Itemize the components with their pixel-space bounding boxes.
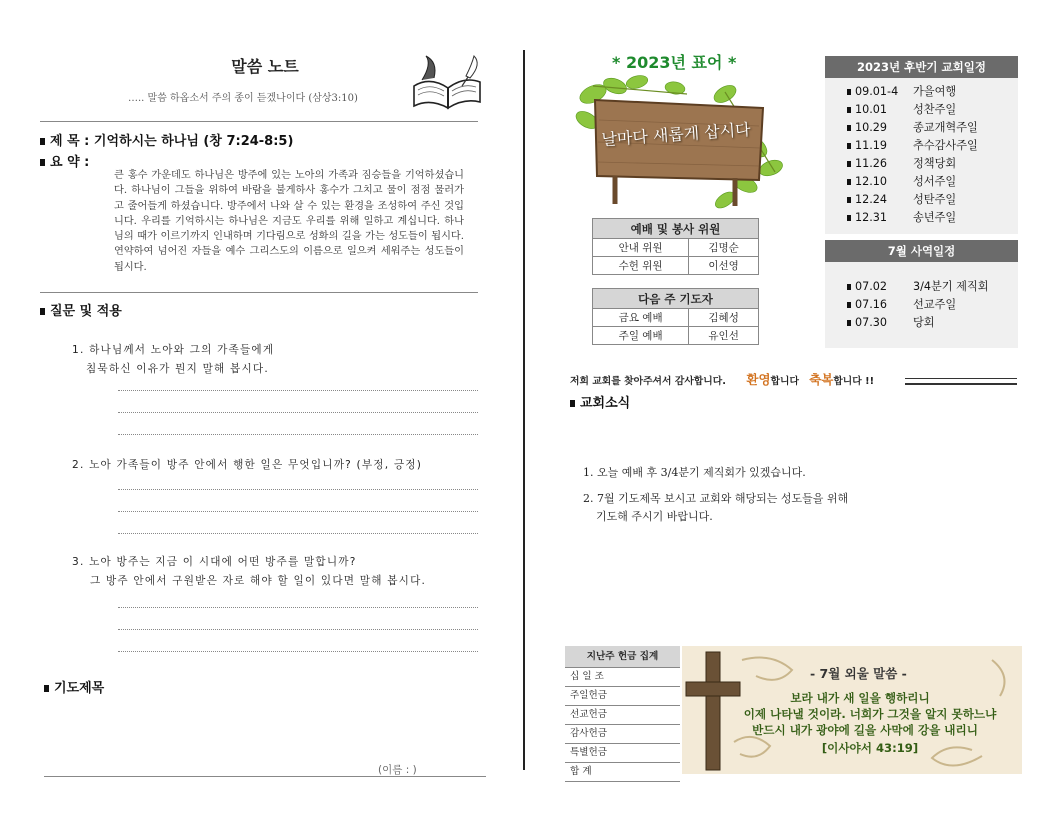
note-title: 말씀 노트 — [231, 57, 299, 76]
memory-verse-line-2: 이제 나타낼 것이라. 너희가 그것을 알지 못하느냐 — [743, 707, 997, 721]
answer-line[interactable] — [118, 651, 478, 652]
bullet-icon — [570, 400, 575, 407]
note-verse: ….. 말씀 하옵소서 주의 종이 듣겠나이다 (삼상3:10) — [128, 93, 358, 104]
bullet-icon — [847, 197, 851, 203]
memory-verse-reference: [이사야서 43:19] — [821, 741, 919, 755]
table-row: 특별헌금 — [565, 744, 680, 763]
motto-text: 날마다 새롭게 삽시다 — [600, 119, 752, 150]
bullet-icon — [847, 302, 851, 308]
prayer-label: 기도제목 — [54, 681, 105, 696]
questions-label: 질문 및 적용 — [50, 304, 122, 319]
list-item: 07.02 3/4분기 제직회 — [847, 278, 1018, 296]
summary-label: 요 약 : — [50, 155, 90, 170]
prayer-heading — [44, 677, 104, 696]
table-row: 감사헌금 — [565, 725, 680, 744]
question-2 — [72, 456, 422, 475]
service-cell: 주일 예배 — [593, 327, 689, 345]
name-label: (이름 : ) — [378, 764, 417, 776]
service-cell: 금요 예배 — [593, 309, 689, 327]
summary-divider — [40, 292, 478, 293]
july-schedule-box — [825, 240, 1018, 348]
welcome-highlight: 환영 — [746, 372, 771, 387]
list-item: 12.31 송년주일 — [847, 209, 1018, 227]
list-item: 11.19 추수감사주일 — [847, 137, 1018, 155]
subject-label: 제 목 : — [50, 134, 94, 149]
answer-line[interactable] — [118, 533, 478, 534]
bullet-icon — [847, 179, 851, 185]
sermon-summary: 큰 홍수 가운데도 하나님은 방주에 있는 노아의 가족과 짐승들을 기억하셨습니다. 하나님이 그들을 위하여 바람을 불게하사 홍수가 그치고 물이 점점 물러가고 줄어들게 하셨습니다. 방주에서 나와 살 수 있는 환경을 조성하여 주신 것입니다. 우리를 기억하시는 하나님은 지금도 우리를 위해 일하고 계십니다. 하나님의 때가 이르기까지 인내하며 기다림으로 성화의 길을 가는 성도들이 됩시다. 연약하여 넘어진 자들을 예수 그리스도의 이름으로 일으켜 세워주는 성도들이 됩시다. — [114, 170, 464, 273]
h2-schedule-header: 2023년 후반기 교회일정 — [825, 56, 1018, 78]
bullet-icon — [847, 143, 851, 149]
next-prayer-table — [592, 288, 759, 345]
person-cell: 유인선 — [689, 327, 759, 345]
worship-staff-table — [592, 218, 759, 275]
sermon-subject: 기억하시는 하나님 (창 7:24-8:5) — [93, 134, 294, 149]
bullet-icon — [40, 159, 45, 166]
list-item: 12.24 성탄주일 — [847, 191, 1018, 209]
table-row: 주일헌금 — [565, 687, 680, 706]
memory-verse-title: - 7월 외울 말씀 - — [810, 666, 907, 681]
role-cell: 안내 위원 — [593, 239, 689, 257]
bullet-icon — [847, 125, 851, 131]
question-3-line2: 그 방주 안에서 구원받은 자로 해야 할 일이 있다면 말해 봅시다. — [90, 575, 427, 587]
table-row — [593, 239, 759, 257]
answer-line[interactable] — [118, 390, 478, 391]
question-3 — [72, 553, 426, 591]
h2-schedule-box — [825, 56, 1018, 234]
offering-table — [565, 646, 680, 782]
bullet-icon — [847, 107, 851, 113]
list-item: 09.01-4 가을여행 — [847, 83, 1018, 101]
bullet-icon — [847, 161, 851, 167]
page-divider — [523, 50, 525, 770]
bullet-icon — [40, 138, 45, 145]
list-item: 07.16 선교주일 — [847, 296, 1018, 314]
answer-line[interactable] — [118, 511, 478, 512]
bullet-icon — [40, 308, 45, 315]
table-row: 합 계 — [565, 763, 680, 782]
table-row — [593, 309, 759, 327]
question-3-line1: 3. 노아 방주는 지금 이 시대에 어떤 방주를 말합니까? — [72, 556, 357, 568]
list-item: 12.10 성서주일 — [847, 173, 1018, 191]
bullet-icon — [847, 89, 851, 95]
question-1-line2: 침묵하신 이유가 뭔지 말해 봅시다. — [86, 363, 269, 375]
answer-line[interactable] — [118, 489, 478, 490]
next-prayer-header: 다음 주 기도자 — [593, 289, 759, 309]
news-item-1: 1. 오늘 예배 후 3/4분기 제직회가 있겠습니다. — [583, 466, 806, 479]
list-item: 10.29 종교개혁주일 — [847, 119, 1018, 137]
news-item-2: 2. 7월 기도제목 보시고 교회와 해당되는 성도들을 위해 — [583, 492, 849, 505]
title-divider — [40, 121, 478, 122]
welcome-divider — [905, 378, 1017, 385]
questions-heading — [40, 300, 122, 319]
table-row: 십 일 조 — [565, 668, 680, 687]
offering-header: 지난주 헌금 집계 — [565, 646, 680, 668]
role-cell: 수헌 위원 — [593, 257, 689, 275]
open-book-icon — [408, 50, 488, 112]
answer-line[interactable] — [118, 607, 478, 608]
person-cell: 이선영 — [689, 257, 759, 275]
bullet-icon — [44, 685, 49, 692]
answer-line[interactable] — [118, 629, 478, 630]
welcome-message: 저희 교회를 찾아주셔서 감사합니다. 환영합니다 축복합니다 !! — [570, 372, 875, 387]
bottom-divider — [44, 776, 486, 777]
news-heading — [570, 392, 630, 411]
motto-title: * 2023년 표어 * — [612, 53, 737, 72]
memory-verse-line-3: 반드시 내가 광야에 길을 사막에 강을 내리니 — [752, 723, 978, 737]
question-1 — [72, 341, 274, 379]
table-row — [593, 327, 759, 345]
person-cell: 김혜성 — [689, 309, 759, 327]
table-row — [593, 257, 759, 275]
blessing-highlight: 축복 — [809, 372, 834, 387]
table-row: 선교헌금 — [565, 706, 680, 725]
memory-verse-line-1: 보라 내가 새 일을 행하리니 — [790, 691, 930, 705]
person-cell: 김명순 — [689, 239, 759, 257]
worship-staff-header: 예배 및 봉사 위원 — [593, 219, 759, 239]
list-item: 07.30 당회 — [847, 314, 1018, 332]
question-1-line1: 1. 하나님께서 노아와 그의 가족들에게 — [72, 344, 275, 356]
answer-line[interactable] — [118, 412, 478, 413]
list-item: 10.01 성찬주일 — [847, 101, 1018, 119]
july-schedule-header: 7월 사역일정 — [825, 240, 1018, 262]
summary-heading — [40, 151, 89, 170]
bullet-icon — [847, 215, 851, 221]
list-item: 11.26 정책당회 — [847, 155, 1018, 173]
subject-line — [40, 130, 293, 149]
question-2-line1: 2. 노아 가족들이 방주 안에서 행한 일은 무엇입니까? (부정, 긍정) — [72, 459, 423, 471]
bullet-icon — [847, 284, 851, 290]
news-label: 교회소식 — [580, 396, 631, 411]
bullet-icon — [847, 320, 851, 326]
july-schedule-list — [825, 262, 1018, 348]
answer-line[interactable] — [118, 434, 478, 435]
h2-schedule-list — [825, 78, 1018, 234]
news-item-2-cont: 기도해 주시기 바랍니다. — [596, 510, 713, 523]
